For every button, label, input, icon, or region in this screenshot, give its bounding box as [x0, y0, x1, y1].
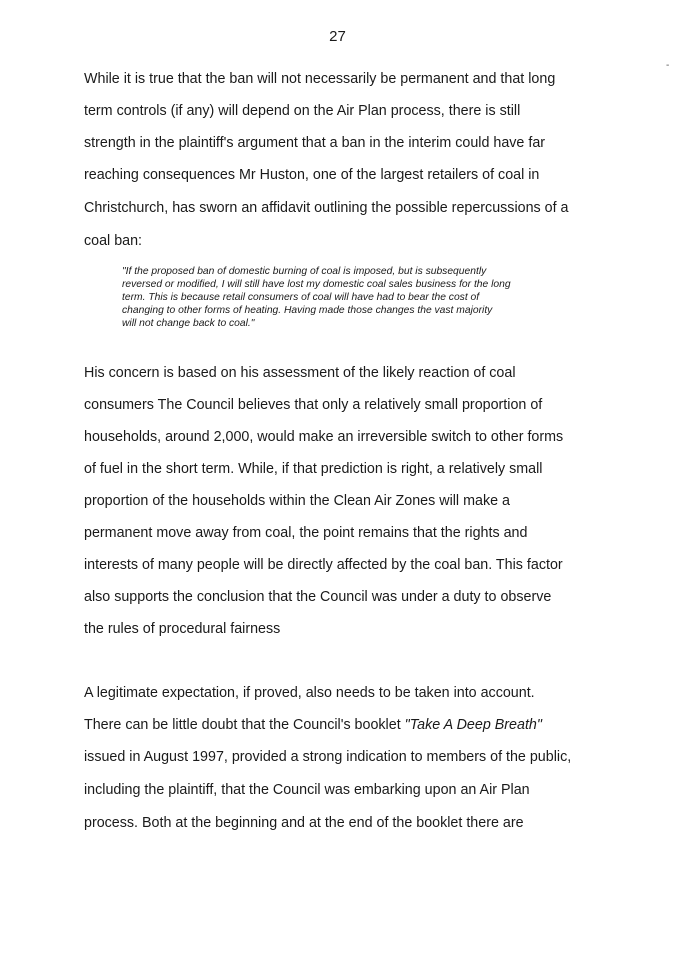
- text-line: issued in August 1997, provided a strong indication to members of the public,: [84, 749, 572, 765]
- quote-line: "If the proposed ban of domestic burning of coal is imposed, but is subsequently: [122, 266, 487, 277]
- quote-line: term. This is because retail consumers of coal will have had to bear the cost of: [122, 292, 480, 303]
- text-line: also supports the conclusion that the Council was under a duty to observe: [84, 589, 552, 605]
- text-line: Christchurch, has sworn an affidavit outlining the possible repercussions of a: [84, 200, 569, 216]
- text-line: consumers The Council believes that only a relatively small proportion of: [84, 397, 543, 413]
- text-line: households, around 2,000, would make an irreversible switch to other forms: [84, 429, 564, 445]
- text-line: the rules of procedural fairness: [84, 621, 281, 637]
- text-line: permanent move away from coal, the point remains that the rights and: [84, 525, 528, 541]
- text-line: process. Both at the beginning and at the end of the booklet there are: [84, 815, 524, 831]
- margin-mark: -: [666, 60, 670, 71]
- text-line: While it is true that the ban will not necessarily be permanent and that long: [84, 71, 556, 87]
- booklet-title: "Take A Deep Breath": [404, 717, 542, 733]
- quote-line: reversed or modified, I will still have lost my domestic coal sales business for the long: [122, 279, 511, 290]
- text-line: term controls (if any) will depend on the Air Plan process, there is still: [84, 103, 521, 119]
- text-line: interests of many people will be directly affected by the coal ban. This factor: [84, 557, 563, 573]
- text-line: reaching consequences Mr Huston, one of the largest retailers of coal in: [84, 167, 540, 183]
- text-segment: There can be little doubt that the Council's booklet: [84, 717, 405, 733]
- text-line: A legitimate expectation, if proved, also needs to be taken into account.: [84, 685, 535, 701]
- page-number: 27: [329, 28, 346, 45]
- quote-line: will not change back to coal.": [122, 318, 255, 329]
- text-line: coal ban:: [84, 233, 143, 249]
- quote-line: changing to other forms of heating. Having made those changes the vast majority: [122, 305, 493, 316]
- text-line: including the plaintiff, that the Council was embarking upon an Air Plan: [84, 782, 530, 798]
- text-line: His concern is based on his assessment of the likely reaction of coal: [84, 365, 516, 381]
- text-line: [84, 716, 542, 734]
- text-line: of fuel in the short term. While, if that prediction is right, a relatively small: [84, 461, 543, 477]
- text-line: strength in the plaintiff's argument that a ban in the interim could have far: [84, 135, 546, 151]
- text-line: proportion of the households within the Clean Air Zones will make a: [84, 493, 510, 509]
